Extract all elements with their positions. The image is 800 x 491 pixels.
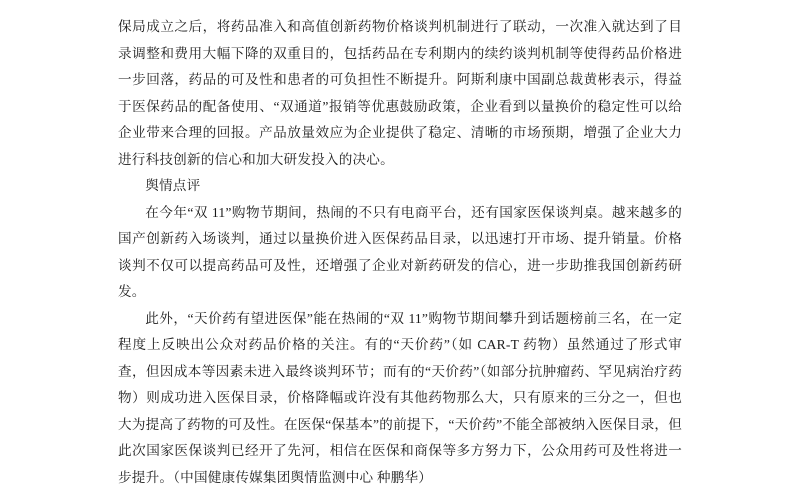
document-body — [118, 14, 682, 491]
paragraph-3: 在今年“双 11”购物节期间，热闹的不只有电商平台，还有国家医保谈判桌。越来越多的国产创新药入场谈判，通过以量换价进入医保药品目录，以迅速打开市场、提升销量。价格谈判不仅可以提高药品可及性，还增强了企业对新药研发的信心，进一步助推我国创新药研发。 — [118, 200, 682, 306]
paragraph-1: 保局成立之后，将药品准入和高值创新药物价格谈判机制进行了联动，一次准入就达到了目录调整和费用大幅下降的双重目的，包括药品在专利期内的续约谈判机制等使得药品价格进一步回落，药品的可及性和患者的可负担性不断提升。阿斯利康中国副总裁黄彬表示，得益于医保药品的配备使用、“双通道”报销等优惠鼓励政策，企业看到以量换价的稳定性可以给企业带来合理的回报。产品放量效应为企业提供了稳定、清晰的市场预期，增强了企业大力进行科技创新的信心和加大研发投入的决心。 — [118, 14, 682, 173]
paragraph-2: 舆情点评 — [118, 173, 682, 200]
paragraph-4: 此外，“天价药有望进医保”能在热闹的“双 11”购物节期间攀升到话题榜前三名，在一定程度上反映出公众对药品价格的关注。有的“天价药”（如 CAR-T 药物）虽然通过了形式审查，但因成本等因素未进入最终谈判环节；而有的“天价药”（如部分抗肿瘤药、罕见病治疗药物）则成功进入医保目录，价格降幅或许没有其他药物那么大，只有原来的三分之一，但也大为提高了药物的可及性。在医保“保基本”的前提下，“天价药”不能全部被纳入医保目录，但此次国家医保谈判已经开了先河，相信在医保和商保等多方努力下，公众用药可及性将进一步提升。（中国健康传媒集团舆情监测中心 种鹏华） — [118, 306, 682, 491]
